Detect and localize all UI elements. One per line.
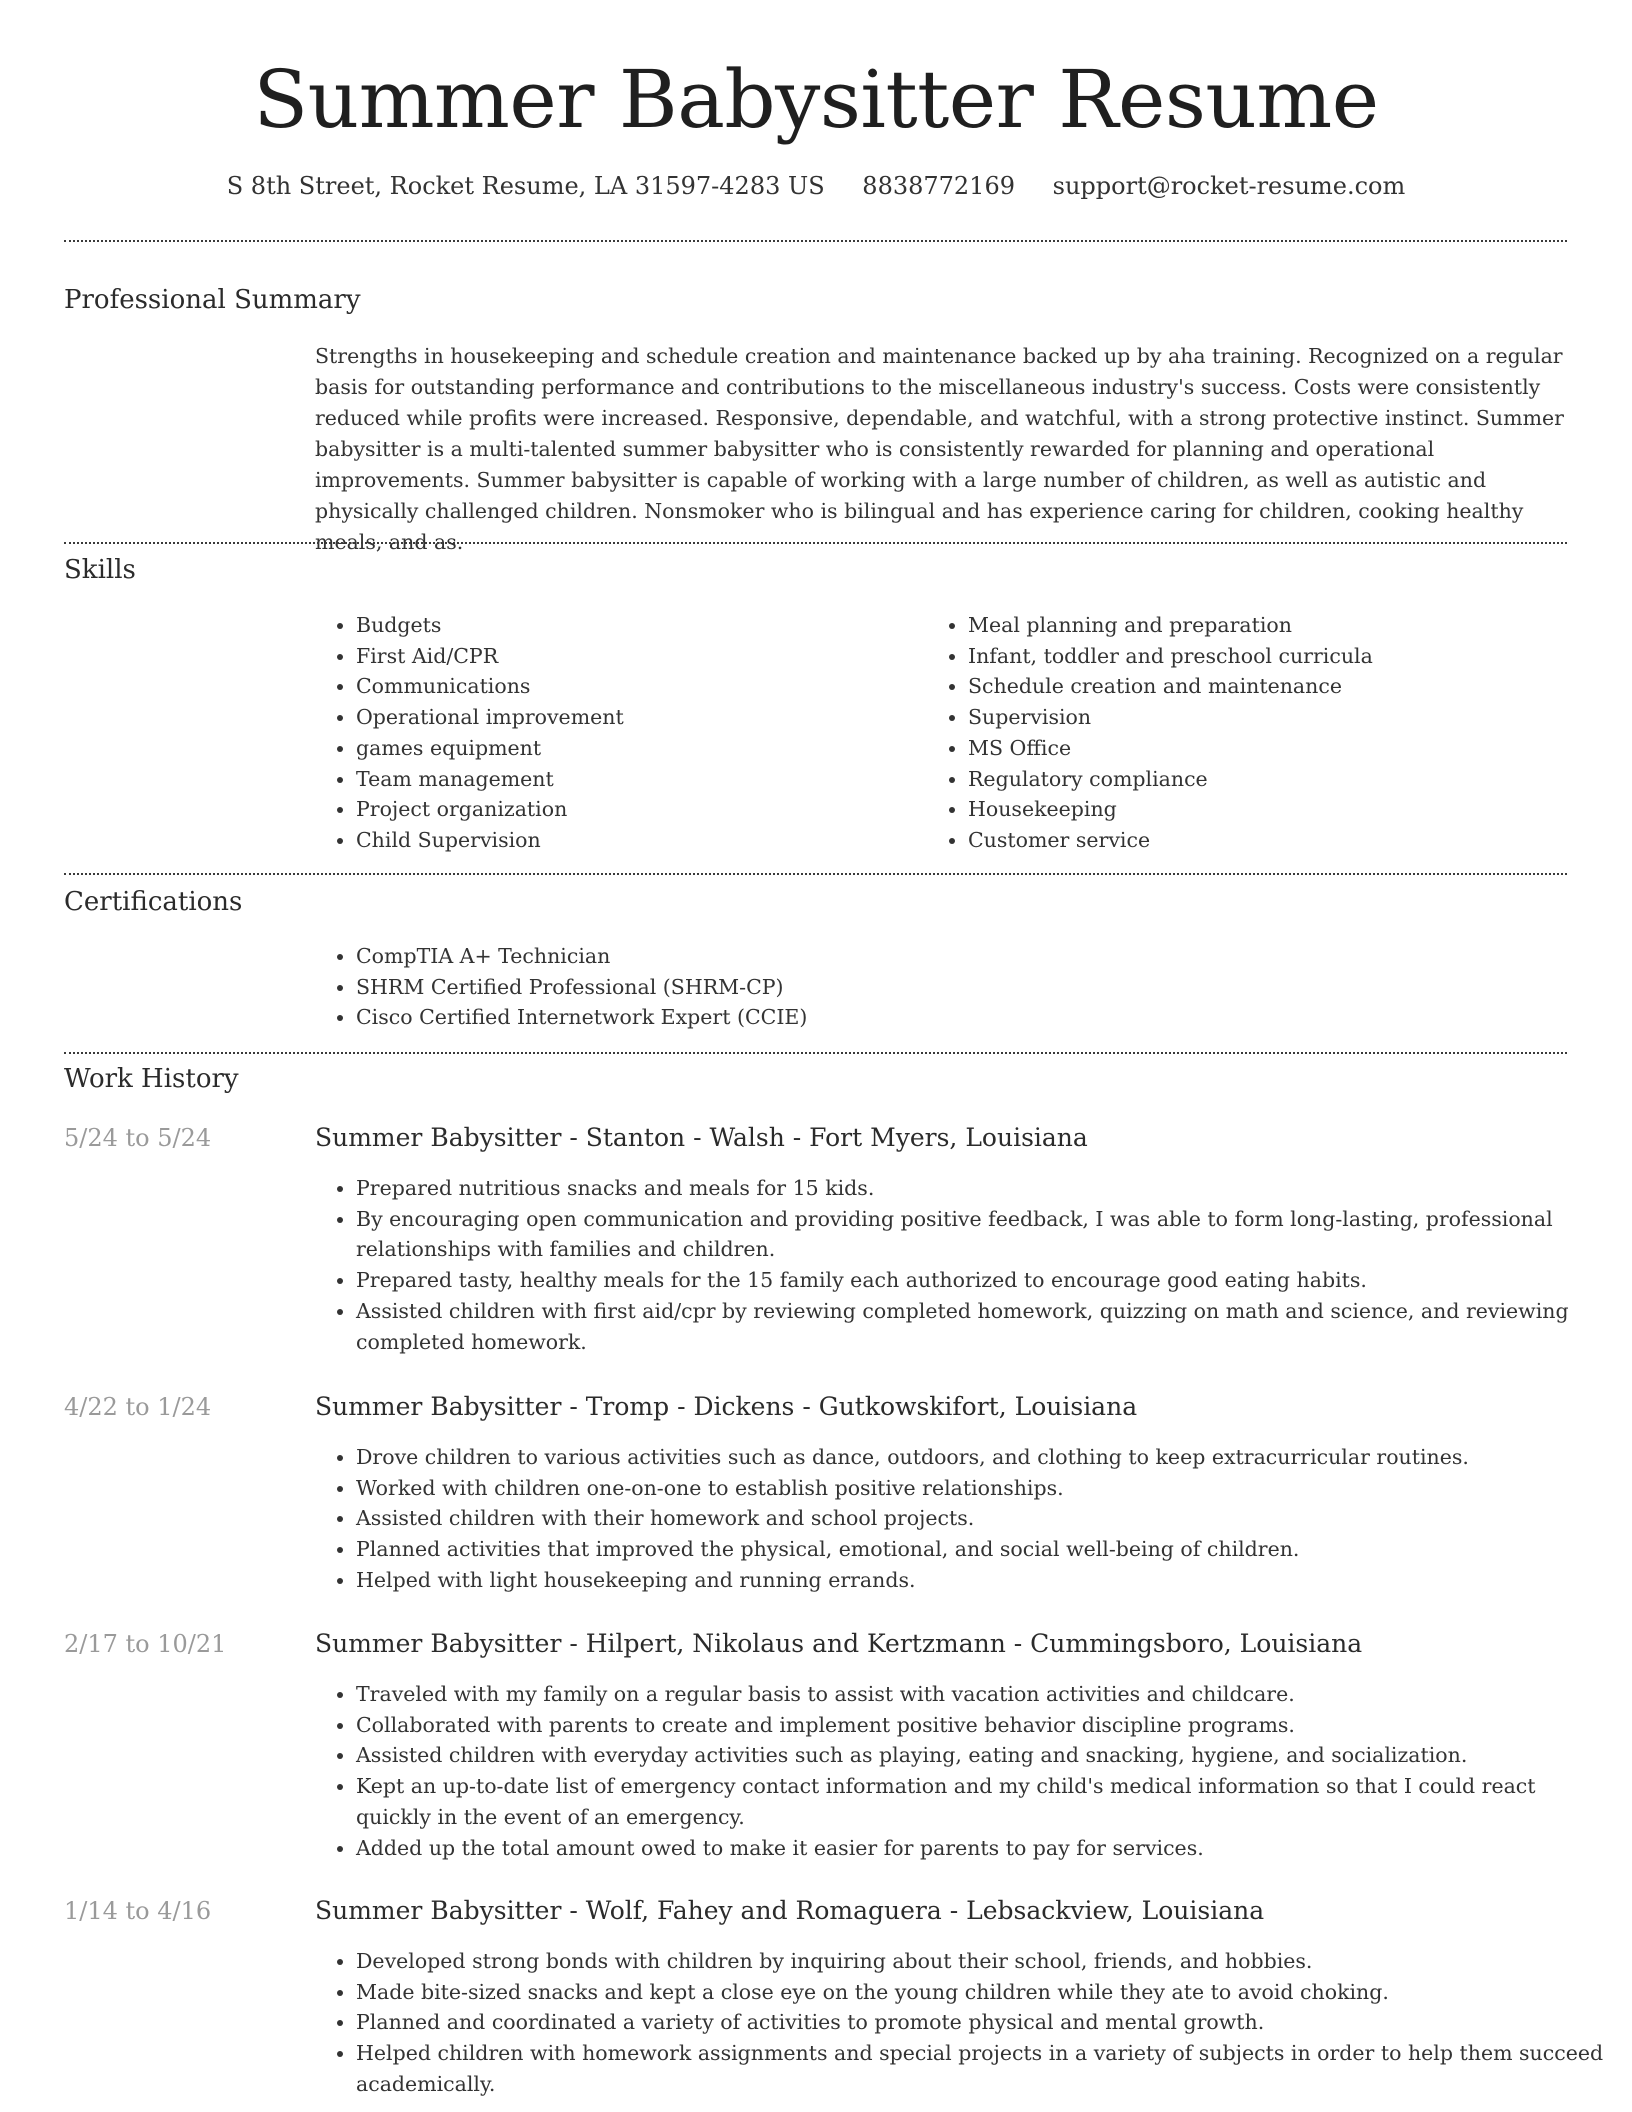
section-divider (64, 240, 1567, 242)
resume-title: Summer Babysitter Resume (253, 53, 1379, 146)
skill-item: • Housekeeping (968, 794, 1608, 825)
job-title: Summer Babysitter - Tromp - Dickens - Gutkowskifort, Louisiana (315, 1392, 1138, 1421)
job-title: Summer Babysitter - Wolf, Fahey and Romaguera - Lebsackview, Louisiana (315, 1896, 1265, 1925)
skill-item: • Customer service (968, 825, 1608, 856)
job-bullet: • Planned and coordinated a variety of activities to promote physical and mental growth. (356, 2007, 1614, 2038)
certifications-list (312, 941, 1606, 1033)
certification-item: • SHRM Certified Professional (SHRM-CP) (356, 972, 1606, 1003)
job-bullet: • Helped with light housekeeping and running errands. (356, 1565, 1614, 1596)
skills-list-left (312, 610, 916, 856)
skill-item: • Operational improvement (356, 702, 916, 733)
skill-item: • Schedule creation and maintenance (968, 671, 1608, 702)
section-divider (64, 1052, 1567, 1054)
contact-email: support@rocket-resume.com (1052, 172, 1406, 200)
job-bullet: • Traveled with my family on a regular basis to assist with vacation activities and childcare. (356, 1679, 1614, 1710)
job-bullet: • By encouraging open communication and providing positive feedback, I was able to form long-lasting, professional relationships with families and children. (356, 1204, 1614, 1265)
job-bullet: • Drove children to various activities such as dance, outdoors, and clothing to keep extracurricular routines. (356, 1442, 1614, 1473)
certifications-heading: Certifications (64, 887, 243, 917)
job-bullet: • Prepared tasty, healthy meals for the 15 family each authorized to encourage good eating habits. (356, 1265, 1614, 1296)
job-bullet: • Planned activities that improved the physical, emotional, and social well-being of children. (356, 1534, 1614, 1565)
contact-phone: 8838772169 (862, 172, 1015, 200)
contact-address: S 8th Street, Rocket Resume, LA 31597-4283 US (226, 172, 825, 200)
contact-line (0, 170, 1632, 202)
job-bullet: • Assisted children with first aid/cpr by reviewing completed homework, quizzing on math and science, and reviewing completed homework. (356, 1296, 1614, 1357)
summary-text: Strengths in housekeeping and schedule creation and maintenance backed up by aha training. Recognized on a regular basis for outstanding performance and contributions to the miscellaneous industry's success. Costs were consistently reduced while profits were increased. Responsive, dependable, and watchful, with a strong protective instinct. Summer babysitter is a multi-talented summer babysitter who is consistently rewarded for planning and operational improvements. Summer babysitter is capable of working with a large number of children, as well as autistic and physically challenged children. Nonsmoker who is bilingual and has experience caring for children, cooking healthy meals, and as. (315, 344, 1564, 554)
skill-item: • Team management (356, 764, 916, 795)
job-bullet: • Assisted children with everyday activities such as playing, eating and snacking, hygiene, and socialization. (356, 1740, 1614, 1771)
skills-list-right (924, 610, 1608, 856)
certification-item: • Cisco Certified Internetwork Expert (CCIE) (356, 1002, 1606, 1033)
summary-heading: Professional Summary (64, 285, 361, 315)
job-bullet: • Assisted children with their homework and school projects. (356, 1503, 1614, 1534)
skill-item: • First Aid/CPR (356, 641, 916, 672)
certification-item: • CompTIA A+ Technician (356, 941, 1606, 972)
skill-item: • Communications (356, 671, 916, 702)
job-dates: 5/24 to 5/24 (64, 1124, 212, 1152)
job-bullet: • Made bite-sized snacks and kept a close eye on the young children while they ate to avoid choking. (356, 1977, 1614, 2008)
skill-item: • Project organization (356, 794, 916, 825)
skill-item: • Regulatory compliance (968, 764, 1608, 795)
job-bullet: • Helped children with homework assignments and special projects in a variety of subjects in order to help them succeed academically. (356, 2038, 1614, 2099)
job-bullets (312, 1173, 1614, 1357)
job-bullets (312, 1679, 1614, 1863)
job-title: Summer Babysitter - Hilpert, Nikolaus and Kertzmann - Cummingsboro, Louisiana (315, 1629, 1363, 1658)
job-dates: 2/17 to 10/21 (64, 1630, 227, 1658)
section-divider (64, 542, 1567, 544)
job-bullets (312, 1946, 1614, 2100)
job-bullet: • Prepared nutritious snacks and meals for 15 kids. (356, 1173, 1614, 1204)
job-bullet: • Developed strong bonds with children by inquiring about their school, friends, and hobbies. (356, 1946, 1614, 1977)
job-bullets (312, 1442, 1614, 1596)
job-dates: 1/14 to 4/16 (64, 1897, 212, 1925)
job-bullet: • Worked with children one-on-one to establish positive relationships. (356, 1473, 1614, 1504)
skill-item: • games equipment (356, 733, 916, 764)
section-divider (64, 873, 1567, 875)
skill-item: • MS Office (968, 733, 1608, 764)
job-bullet: • Collaborated with parents to create and implement positive behavior discipline programs. (356, 1710, 1614, 1741)
skill-item: • Meal planning and preparation (968, 610, 1608, 641)
skills-heading: Skills (64, 555, 136, 585)
work-history-heading: Work History (64, 1064, 239, 1094)
job-dates: 4/22 to 1/24 (64, 1393, 212, 1421)
job-bullet: • Added up the total amount owed to make it easier for parents to pay for services. (356, 1833, 1614, 1864)
skill-item: • Supervision (968, 702, 1608, 733)
skill-item: • Infant, toddler and preschool curricula (968, 641, 1608, 672)
job-bullet: • Kept an up-to-date list of emergency contact information and my child's medical information so that I could react quickly in the event of an emergency. (356, 1771, 1614, 1832)
job-title: Summer Babysitter - Stanton - Walsh - Fort Myers, Louisiana (315, 1123, 1088, 1152)
skill-item: • Child Supervision (356, 825, 916, 856)
skill-item: • Budgets (356, 610, 916, 641)
